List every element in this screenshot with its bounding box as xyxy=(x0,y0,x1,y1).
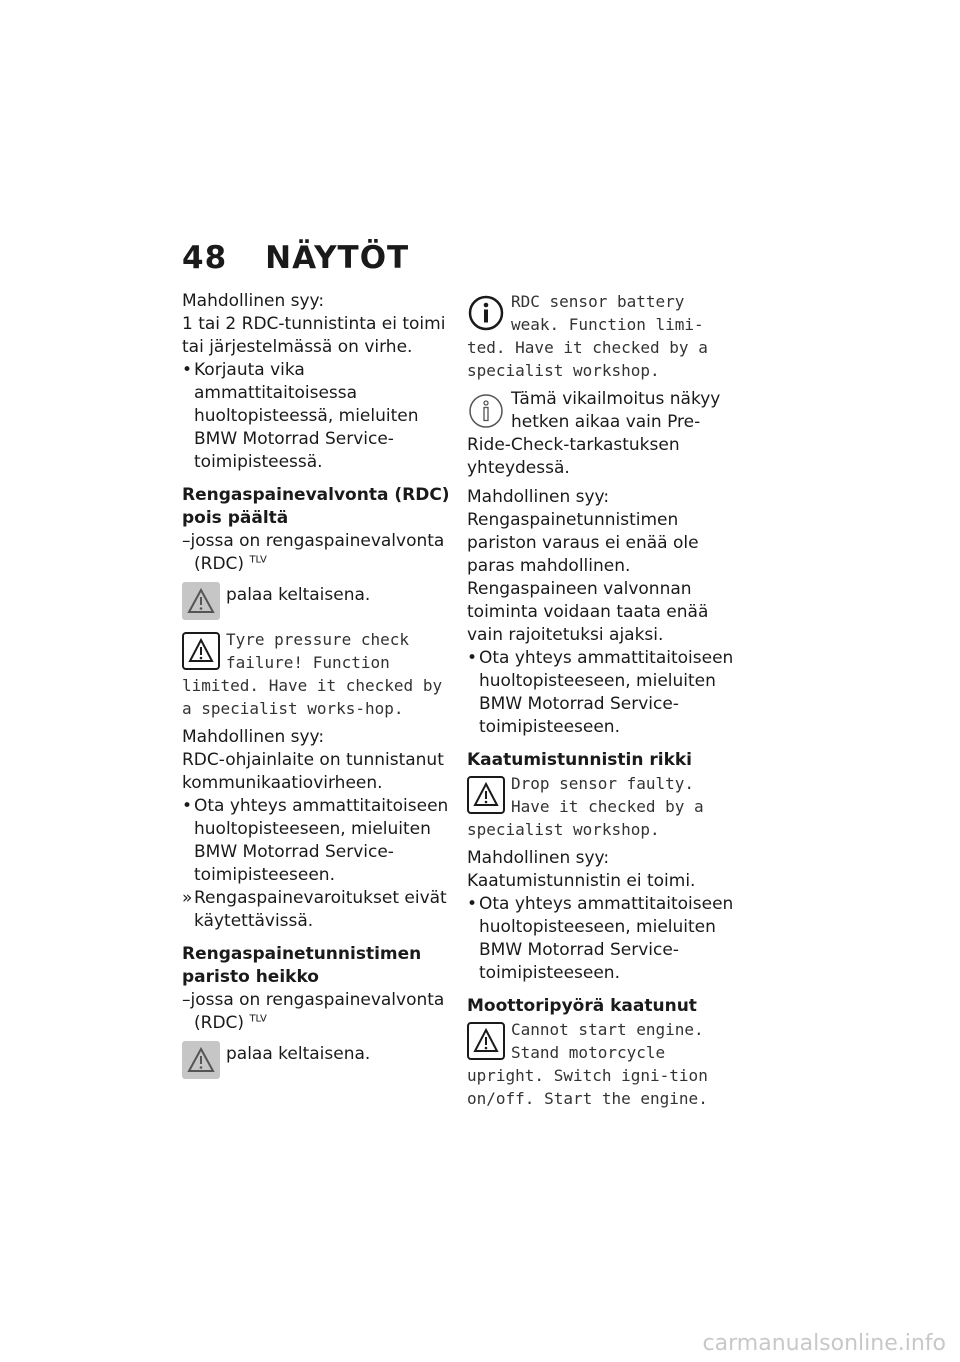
bullet-item: • Korjauta vika ammattitaitoisessa huoltopisteessä, mieluiten BMW Motorrad Service-toimipisteessä. xyxy=(182,360,419,472)
cause-text: Kaatumistunnistin ei toimi. xyxy=(467,871,696,891)
warning-triangle-icon xyxy=(467,776,505,814)
display-message xyxy=(182,628,450,720)
warning-triangle-icon xyxy=(182,632,220,670)
info-note xyxy=(467,388,735,480)
message-text: Tyre pressure check failure! Function limited. Have it checked by a specialist works-hop. xyxy=(182,630,443,718)
message-text: RDC sensor battery weak. Function limi-ted. Have it checked by a specialist workshop. xyxy=(467,292,708,380)
dash-item: –jossa on rengaspainevalvonta (RDC) $^{TLV}$ xyxy=(182,990,445,1033)
cause-text: RDC-ohjainlaite on tunnistanut kommunikaatiovirheen. xyxy=(182,750,444,793)
display-message xyxy=(467,290,735,382)
info-icon xyxy=(467,294,505,332)
bullet-mark: • xyxy=(182,360,193,380)
section-heading: Kaatumistunnistin rikki xyxy=(467,750,693,770)
cause-text: 1 tai 2 RDC-tunnistinta ei toimi tai järjestelmässä on virhe. xyxy=(182,314,446,357)
result-item: »Rengaspainevaroitukset eivät käytettävissä. xyxy=(182,888,447,931)
section-heading: Rengaspainevalvonta (RDC) pois päältä xyxy=(182,485,450,528)
message-text: Cannot start engine. Stand motorcycle upright. Switch igni-tion on/off. Start the engine. xyxy=(467,1020,708,1108)
info-outline-icon xyxy=(467,392,505,430)
warning-triangle-icon xyxy=(467,1022,505,1060)
page-header xyxy=(182,240,409,276)
left-column xyxy=(182,290,450,1081)
info-text: Tämä vikailmoitus näkyy hetken aikaa vain Pre-Ride-Check-tarkastuksen yhteydessä. xyxy=(467,389,721,478)
cause-label: Mahdollinen syy: xyxy=(182,727,325,747)
tlv-superscript: TLV xyxy=(249,554,267,566)
bullet-item: • Ota yhteys ammattitaitoiseen huoltopisteeseen, mieluiten BMW Motorrad Service-toimipisteeseen. xyxy=(182,796,449,885)
cause-label: Mahdollinen syy: xyxy=(467,848,610,868)
warning-triangle-icon xyxy=(182,582,220,620)
page-number: 48 xyxy=(182,240,228,276)
message-text: Drop sensor faulty. Have it checked by a specialist workshop. xyxy=(467,774,704,839)
lamp-text: palaa keltaisena. xyxy=(226,1044,371,1064)
cause-label: Mahdollinen syy: xyxy=(467,487,610,507)
watermark: carmanualsonline.info xyxy=(702,1331,946,1356)
page-title: NÄYTÖT xyxy=(265,240,410,276)
dash-item: –jossa on rengaspainevalvonta (RDC) $^{TLV}$ xyxy=(182,531,445,574)
lamp-text: palaa keltaisena. xyxy=(226,585,371,605)
display-message xyxy=(467,1018,735,1110)
section-heading: Moottoripyörä kaatunut xyxy=(467,996,697,1016)
bullet-item: • Ota yhteys ammattitaitoiseen huoltopisteeseen, mieluiten BMW Motorrad Service-toimipisteeseen. xyxy=(467,648,734,737)
display-message xyxy=(467,772,735,841)
cause-text: Rengaspainetunnistimen pariston varaus ei enää ole paras mahdollinen. Rengaspaineen valvonnan toiminta voidaan taata enää vain rajoitetuksi ajaksi. xyxy=(467,510,709,645)
right-column xyxy=(467,290,735,1110)
bullet-item: • Ota yhteys ammattitaitoiseen huoltopisteeseen, mieluiten BMW Motorrad Service-toimipisteeseen. xyxy=(467,894,734,983)
warning-lamp-row xyxy=(182,580,450,622)
cause-label: Mahdollinen syy: xyxy=(182,291,325,311)
warning-lamp-row xyxy=(182,1039,450,1081)
section-heading: Rengaspainetunnistimen paristo heikko xyxy=(182,944,422,987)
tlv-superscript: TLV xyxy=(249,1013,267,1025)
warning-triangle-icon xyxy=(182,1041,220,1079)
